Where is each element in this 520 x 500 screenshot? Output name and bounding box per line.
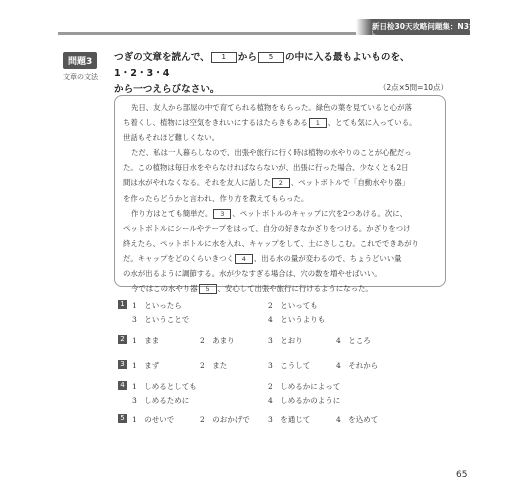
answer-option[interactable]: 1 といったら (132, 301, 182, 310)
answer-option[interactable]: 4 を込めて (336, 415, 379, 424)
passage-text-run: 、安心して出張や旅行に行けるようになった。 (217, 284, 373, 294)
answer-option[interactable]: 2 のおかげで (200, 415, 250, 424)
passage-line (123, 281, 439, 296)
answer-option[interactable]: 3 とおり (268, 336, 303, 345)
passage-line (123, 100, 439, 115)
passage-line (123, 175, 439, 190)
page-number: 65 (456, 470, 468, 480)
passage-text-run: 、ペットボトルで「自動水やり器」 (290, 178, 410, 188)
answer-option[interactable]: 3 こうして (268, 361, 311, 370)
blank-box: 2 (272, 178, 290, 188)
passage-line (123, 145, 439, 160)
passage-text-run: 、とても気に入っている。 (327, 118, 417, 128)
blank-box: 4 (235, 254, 253, 264)
answer-option[interactable]: 2 また (200, 361, 228, 370)
answer-number: 3 (118, 360, 127, 369)
header-title: 新日检30天攻略问题集：N3文法 (372, 22, 484, 31)
question-subtitle: 文章の文法 (63, 73, 98, 81)
answer-option[interactable]: 1 まま (132, 336, 160, 345)
blank-box: 5 (258, 52, 284, 63)
answer-option[interactable]: 2 しめるかによって (268, 382, 341, 391)
passage-line (123, 191, 439, 206)
answer-option[interactable]: 1 しめるとしても (132, 382, 197, 391)
passage-text-run: だ。キャップをどのくらいきつく (123, 253, 234, 263)
passage-box (114, 95, 446, 294)
passage-text-run: 今ではこの水やり器 (131, 284, 198, 294)
answer-option[interactable]: 3 ということで (132, 315, 190, 324)
answer-number: 4 (118, 381, 127, 390)
question-instruction: つぎの文章を読んで、 1 から 5 の中に入る最もよいものを、1・2・3・4 から一つえらびなさい。 (114, 52, 410, 95)
answer-option[interactable]: 4 それから (336, 361, 379, 370)
passage-text-run: ち着くし、植物には空気をきれいにするはたらきもある (123, 118, 308, 128)
passage-line (123, 130, 439, 145)
passage-line (123, 206, 439, 221)
answer-number: 2 (118, 335, 127, 344)
answer-option[interactable]: 4 というよりも (268, 315, 326, 324)
answer-option[interactable]: 3 を通じて (268, 415, 311, 424)
passage-text-run: 先日、友人から部屋の中で育てられる植物をもらった。緑色の葉を見ていると心が落 (131, 103, 412, 112)
answer-number: 5 (118, 414, 127, 423)
passage-text-run: 終えたら、ペットボトルに水を入れ、キャップをして、土にさしこむ。これでできあがり (123, 238, 419, 248)
answer-number: 1 (118, 300, 127, 309)
passage-text-run: 、ペットボトルのキャップに穴を2つあける。次に、 (232, 208, 408, 218)
passage-text-run: た。この植物は毎日水をやらなければならないが、出張に行った場合、少なくとも2日 (123, 163, 409, 173)
answer-option[interactable]: 2 あまり (200, 336, 235, 345)
score-note: （2点×5問=10点） (378, 83, 448, 92)
passage-text-run: ただ、私は一人暮らしなので、出張や旅行に行く時は植物の水やりのことが心配だっ (131, 148, 412, 158)
passage-text-run: の水が出るように調節する。水が少なすぎる場合は、穴の数を増やせばいい。 (123, 269, 382, 279)
answer-option[interactable]: 4 ところ (336, 336, 371, 345)
answer-option[interactable]: 4 しめるかのように (268, 396, 341, 405)
passage-line (123, 266, 439, 281)
passage-line (123, 251, 439, 266)
answer-option[interactable]: 1 まず (132, 361, 160, 370)
passage-line (123, 160, 439, 175)
answer-option[interactable]: 2 といっても (268, 301, 318, 310)
blank-box: 1 (309, 118, 327, 128)
passage-text-run: 作り方はとても簡単だ。 (131, 208, 213, 218)
question-label (63, 49, 98, 82)
blank-box: 5 (199, 284, 217, 294)
blank-box: 3 (213, 209, 231, 219)
passage-text-run: を作ったらどうかと言われ、作り方を教えてもらった。 (123, 193, 309, 203)
header-tab (372, 19, 484, 35)
passage-line (123, 221, 439, 236)
answer-option[interactable]: 1 のせいで (132, 415, 175, 424)
passage-text-run: ペットボトルにシールやテープをはって、自分の好きなかざりをつける。かざりをつけ (123, 223, 411, 233)
passage-line (123, 115, 439, 130)
blank-box: 1 (211, 52, 237, 63)
passage-text-run: 世話もそれほど難しくない。 (123, 133, 220, 143)
passage-text-run: 、出る水の量が変わるので、ちょうどいい量 (253, 253, 402, 263)
question-badge: 問題3 (63, 52, 97, 69)
passage-line (123, 236, 439, 251)
answer-option[interactable]: 3 しめるために (132, 396, 190, 405)
passage-text-run: 間は水がやれなくなる。それを友人に話した (123, 178, 271, 188)
passage-text (123, 100, 439, 296)
